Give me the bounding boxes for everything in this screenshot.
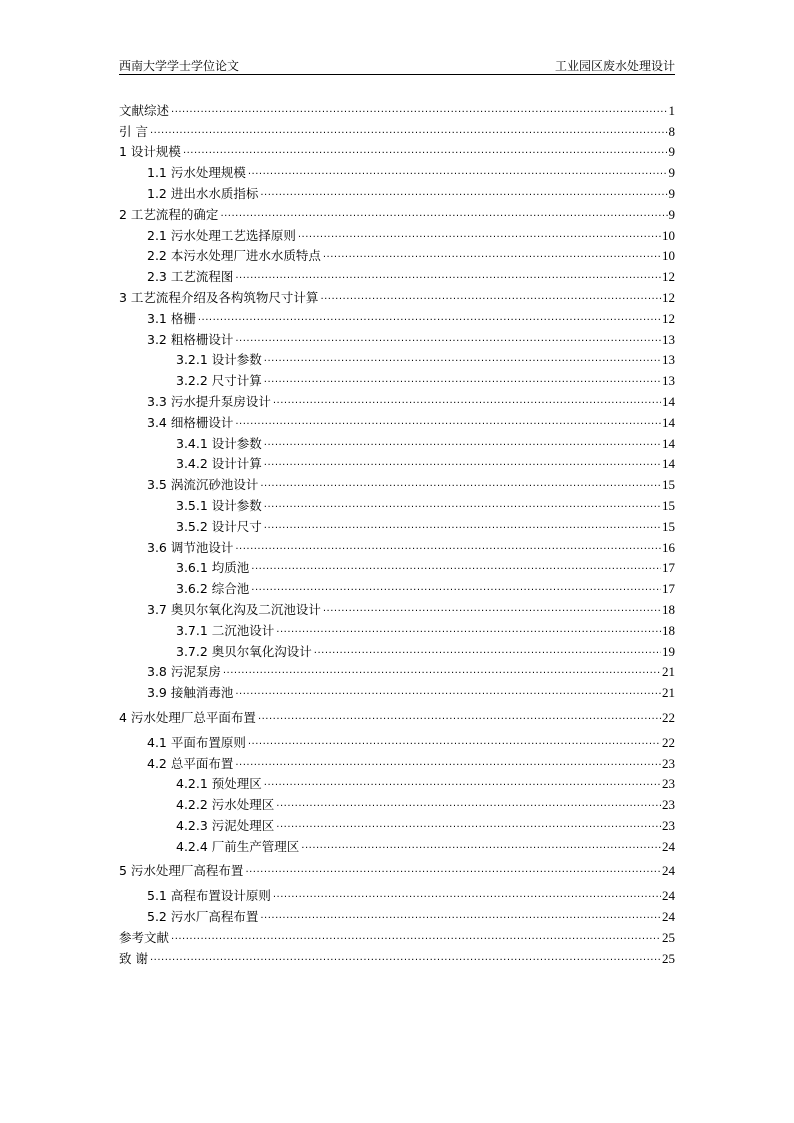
- toc-entry-label: 4.2.1 预处理区: [176, 776, 262, 792]
- toc-entry-label: 3.6.1 均质池: [176, 560, 250, 576]
- toc-dot-leader: [251, 560, 661, 574]
- toc-entry[interactable]: [119, 883, 675, 904]
- toc-entry-label: 致 谢: [119, 950, 148, 966]
- toc-entry-label: 3.4 细格栅设计: [147, 414, 234, 430]
- toc-entry[interactable]: [119, 618, 675, 639]
- toc-entry-page-number: 9: [668, 185, 675, 201]
- toc-dot-leader: [235, 685, 661, 699]
- toc-entry-page-number: 24: [662, 888, 675, 904]
- toc-dot-leader: [301, 839, 661, 853]
- toc-dot-leader: [323, 248, 661, 262]
- toc-entry-label: 2.1 污水处理工艺选择原则: [147, 227, 296, 243]
- table-of-contents: [119, 98, 675, 967]
- header-design-title: 工业园区废水处理设计: [554, 59, 675, 73]
- toc-entry-page-number: 24: [662, 909, 675, 925]
- toc-entry[interactable]: [119, 264, 675, 285]
- toc-dot-leader: [251, 581, 661, 595]
- toc-entry-label: 4.2.4 厂前生产管理区: [176, 838, 300, 854]
- toc-entry-page-number: 12: [662, 289, 675, 305]
- toc-dot-leader: [150, 951, 661, 965]
- header-thesis-title: 西南大学学士学位论文: [119, 59, 240, 73]
- toc-entry-label: 3.5.2 设计尺寸: [176, 518, 262, 534]
- toc-entry-label: 5 污水处理厂高程布置: [119, 863, 244, 879]
- toc-entry-page-number: 25: [662, 950, 675, 966]
- toc-entry-label: 3.2 粗格栅设计: [147, 331, 234, 347]
- toc-dot-leader: [235, 269, 661, 283]
- toc-entry[interactable]: [119, 98, 675, 119]
- toc-dot-leader: [258, 710, 661, 724]
- toc-entry[interactable]: [119, 285, 675, 306]
- toc-entry-page-number: 16: [662, 539, 675, 555]
- toc-dot-leader: [298, 228, 661, 242]
- toc-entry-page-number: 23: [662, 776, 675, 792]
- toc-entry[interactable]: [119, 946, 675, 967]
- toc-entry-page-number: 10: [662, 248, 675, 264]
- toc-dot-leader: [171, 103, 667, 117]
- toc-entry-page-number: 9: [668, 144, 675, 160]
- toc-dot-leader: [171, 930, 661, 944]
- toc-entry-page-number: 1: [668, 102, 675, 118]
- toc-entry[interactable]: [119, 904, 675, 925]
- toc-entry-page-number: 15: [662, 497, 675, 513]
- toc-entry-page-number: 13: [662, 331, 675, 347]
- toc-entry-label: 5.2 污水厂高程布置: [147, 909, 259, 925]
- toc-entry-label: 1.1 污水处理规模: [147, 165, 246, 181]
- toc-entry-page-number: 17: [662, 581, 675, 597]
- toc-entry-label: 引 言: [119, 123, 148, 139]
- toc-entry-label: 2 工艺流程的确定: [119, 206, 219, 222]
- toc-entry[interactable]: [119, 792, 675, 813]
- toc-entry-label: 2.3 工艺流程图: [147, 269, 234, 285]
- toc-entry-page-number: 25: [662, 929, 675, 945]
- toc-entry-label: 3.9 接触消毒池: [147, 685, 234, 701]
- toc-entry-label: 4 污水处理厂总平面布置: [119, 709, 256, 725]
- toc-entry[interactable]: [119, 431, 675, 452]
- toc-entry-label: 3 工艺流程介绍及各构筑物尺寸计算: [119, 289, 319, 305]
- toc-entry-label: 3.4.2 设计计算: [176, 456, 262, 472]
- toc-entry-page-number: 12: [662, 269, 675, 285]
- toc-entry-label: 1 设计规模: [119, 144, 181, 160]
- toc-dot-leader: [235, 756, 661, 770]
- toc-dot-leader: [264, 436, 661, 450]
- toc-dot-leader: [264, 519, 661, 533]
- toc-entry[interactable]: [119, 813, 675, 834]
- toc-dot-leader: [223, 664, 661, 678]
- toc-entry[interactable]: [119, 576, 675, 597]
- toc-dot-leader: [260, 909, 661, 923]
- toc-entry-page-number: 9: [668, 165, 675, 181]
- toc-entry-page-number: 14: [662, 456, 675, 472]
- toc-entry[interactable]: [119, 535, 675, 556]
- toc-dot-leader: [220, 207, 667, 221]
- toc-entry-label: 3.6 调节池设计: [147, 539, 234, 555]
- toc-entry-page-number: 15: [662, 518, 675, 534]
- toc-dot-leader: [235, 332, 661, 346]
- toc-entry-label: 3.6.2 综合池: [176, 581, 250, 597]
- toc-entry-page-number: 8: [668, 123, 675, 139]
- toc-entry-page-number: 13: [662, 373, 675, 389]
- toc-entry[interactable]: [119, 410, 675, 431]
- toc-entry-page-number: 14: [662, 393, 675, 409]
- toc-entry[interactable]: [119, 368, 675, 389]
- toc-entry-label: 3.8 污泥泵房: [147, 664, 221, 680]
- toc-dot-leader: [248, 735, 661, 749]
- toc-entry-page-number: 24: [662, 838, 675, 854]
- toc-entry-label: 3.5.1 设计参数: [176, 497, 262, 513]
- toc-entry-label: 3.7.1 二沉池设计: [176, 622, 275, 638]
- toc-entry-label: 3.7.2 奥贝尔氧化沟设计: [176, 643, 312, 659]
- toc-dot-leader: [245, 863, 661, 877]
- toc-entry-label: 3.1 格栅: [147, 310, 196, 326]
- toc-entry-label: 4.2.3 污泥处理区: [176, 817, 275, 833]
- toc-entry[interactable]: [119, 244, 675, 265]
- toc-entry-label: 3.3 污水提升泵房设计: [147, 393, 271, 409]
- toc-dot-leader: [276, 623, 661, 637]
- toc-entry[interactable]: [119, 639, 675, 660]
- toc-entry[interactable]: [119, 181, 675, 202]
- toc-dot-leader: [264, 352, 661, 366]
- toc-entry[interactable]: [119, 730, 675, 751]
- toc-dot-leader: [323, 602, 661, 616]
- toc-entry-page-number: 18: [662, 622, 675, 638]
- toc-entry[interactable]: [119, 389, 675, 410]
- toc-entry-page-number: 14: [662, 435, 675, 451]
- toc-dot-leader: [264, 776, 661, 790]
- toc-dot-leader: [320, 290, 661, 304]
- toc-entry-page-number: 23: [662, 797, 675, 813]
- toc-entry-page-number: 15: [662, 477, 675, 493]
- toc-dot-leader: [235, 415, 661, 429]
- toc-dot-leader: [248, 165, 668, 179]
- toc-entry-label: 3.7 奥贝尔氧化沟及二沉池设计: [147, 601, 321, 617]
- page-header: [119, 56, 675, 75]
- toc-entry[interactable]: [119, 306, 675, 327]
- toc-entry[interactable]: [119, 925, 675, 946]
- toc-entry[interactable]: [119, 160, 675, 181]
- toc-entry-label: 3.5 涡流沉砂池设计: [147, 477, 259, 493]
- toc-entry-label: 4.2 总平面布置: [147, 755, 234, 771]
- toc-dot-leader: [273, 888, 661, 902]
- toc-dot-leader: [260, 186, 667, 200]
- toc-dot-leader: [264, 456, 661, 470]
- toc-entry[interactable]: [119, 660, 675, 681]
- toc-entry-label: 3.2.1 设计参数: [176, 352, 262, 368]
- toc-dot-leader: [198, 311, 661, 325]
- toc-entry-label: 3.2.2 尺寸计算: [176, 373, 262, 389]
- toc-entry-page-number: 14: [662, 414, 675, 430]
- toc-dot-leader: [276, 818, 661, 832]
- toc-entry-page-number: 18: [662, 601, 675, 617]
- toc-entry-page-number: 10: [662, 227, 675, 243]
- toc-entry-page-number: 21: [662, 685, 675, 701]
- toc-entry[interactable]: [119, 859, 675, 880]
- toc-dot-leader: [264, 498, 661, 512]
- toc-entry[interactable]: [119, 202, 675, 223]
- toc-dot-leader: [260, 477, 661, 491]
- toc-entry-page-number: 22: [662, 734, 675, 750]
- toc-dot-leader: [314, 644, 661, 658]
- toc-entry[interactable]: [119, 223, 675, 244]
- toc-entry[interactable]: [119, 680, 675, 701]
- toc-dot-leader: [235, 540, 661, 554]
- toc-entry-label: 5.1 高程布置设计原则: [147, 888, 271, 904]
- toc-entry[interactable]: [119, 597, 675, 618]
- toc-entry-page-number: 17: [662, 560, 675, 576]
- toc-entry[interactable]: [119, 472, 675, 493]
- toc-dot-leader: [276, 797, 661, 811]
- toc-entry-page-number: 21: [662, 664, 675, 680]
- toc-entry-label: 4.1 平面布置原则: [147, 734, 246, 750]
- toc-dot-leader: [150, 124, 668, 138]
- toc-entry-page-number: 23: [662, 817, 675, 833]
- toc-entry-page-number: 24: [662, 863, 675, 879]
- toc-entry-label: 参考文献: [119, 929, 170, 945]
- toc-entry-page-number: 13: [662, 352, 675, 368]
- toc-dot-leader: [273, 394, 661, 408]
- toc-entry[interactable]: [119, 348, 675, 369]
- toc-entry[interactable]: [119, 705, 675, 726]
- toc-entry-label: 2.2 本污水处理厂进水水质特点: [147, 248, 321, 264]
- toc-entry-label: 4.2.2 污水处理区: [176, 797, 275, 813]
- toc-entry[interactable]: [119, 452, 675, 473]
- toc-entry[interactable]: [119, 493, 675, 514]
- toc-entry-page-number: 9: [668, 206, 675, 222]
- toc-dot-leader: [183, 144, 668, 158]
- toc-entry[interactable]: [119, 772, 675, 793]
- toc-entry[interactable]: [119, 119, 675, 140]
- toc-entry[interactable]: [119, 751, 675, 772]
- toc-entry-label: 文献综述: [119, 102, 170, 118]
- toc-entry-page-number: 12: [662, 310, 675, 326]
- toc-entry-page-number: 23: [662, 755, 675, 771]
- toc-entry-page-number: 22: [662, 709, 675, 725]
- toc-entry-page-number: 19: [662, 643, 675, 659]
- toc-entry[interactable]: [119, 514, 675, 535]
- toc-entry[interactable]: [119, 327, 675, 348]
- toc-entry-label: 3.4.1 设计参数: [176, 435, 262, 451]
- toc-dot-leader: [264, 373, 661, 387]
- toc-entry[interactable]: [119, 556, 675, 577]
- toc-entry-label: 1.2 进出水水质指标: [147, 185, 259, 201]
- toc-entry[interactable]: [119, 834, 675, 855]
- toc-entry[interactable]: [119, 140, 675, 161]
